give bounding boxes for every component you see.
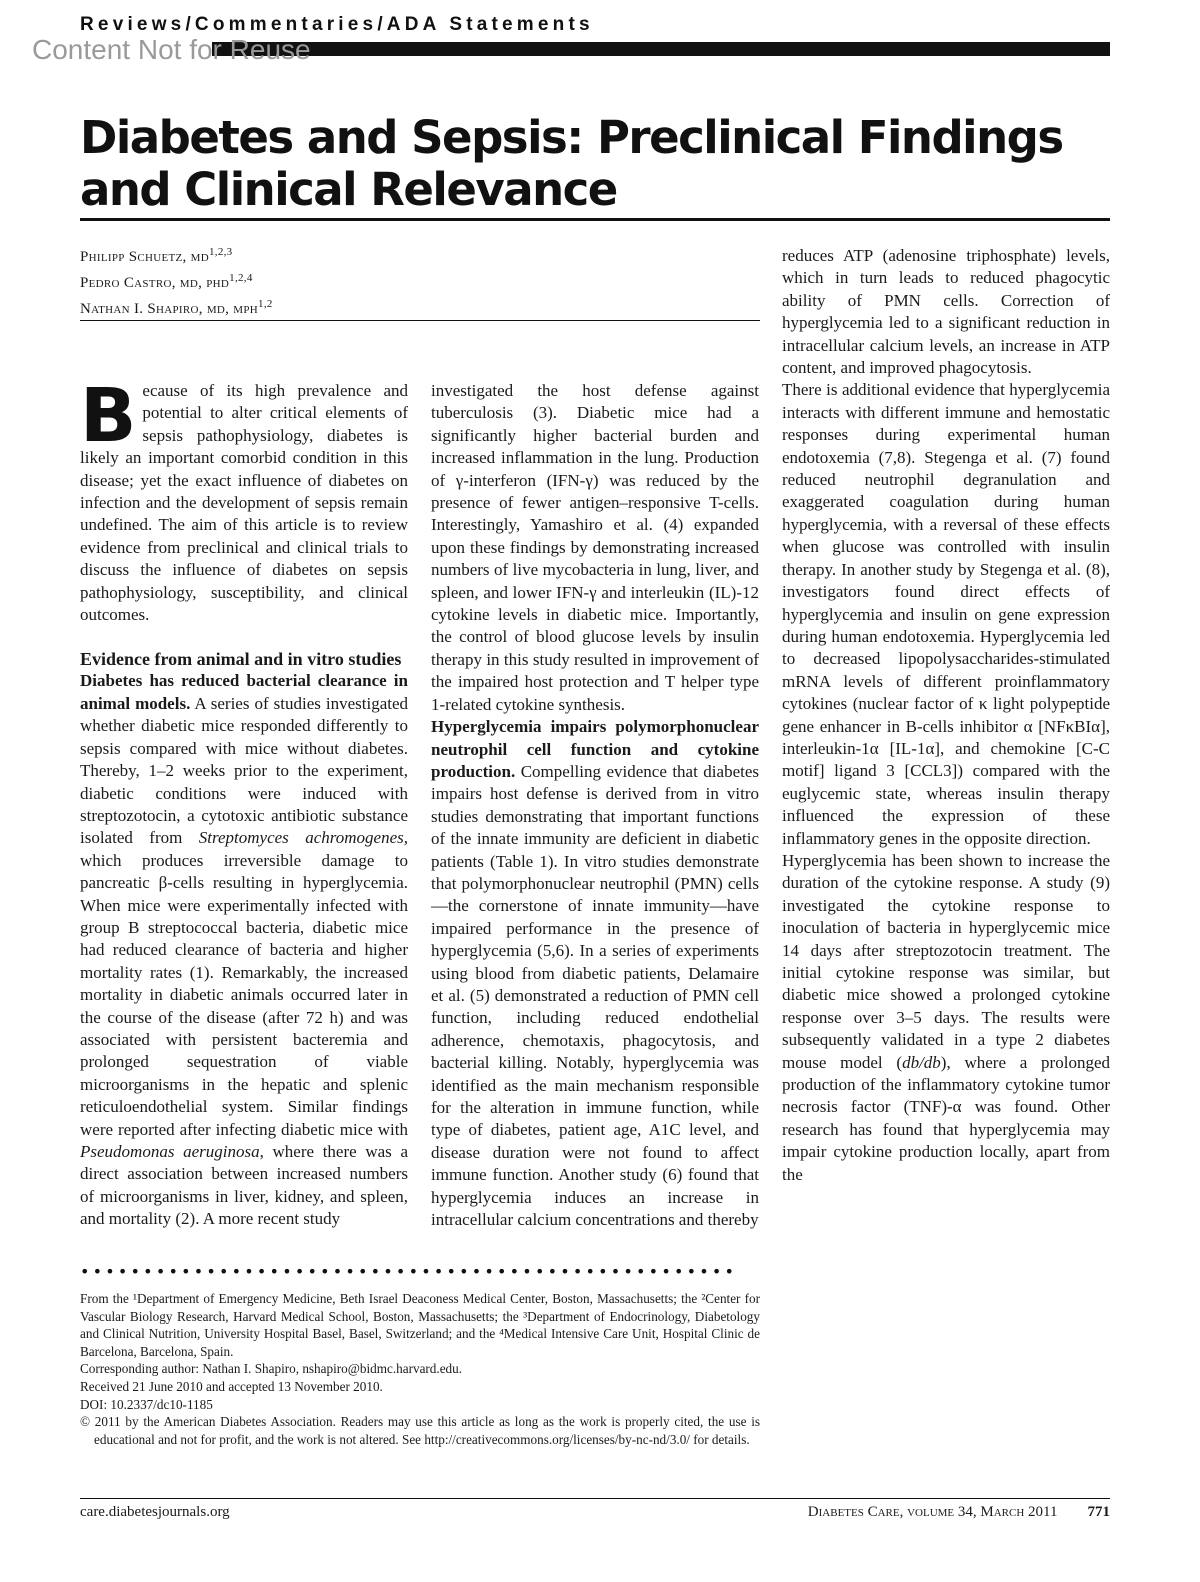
text-column (80, 380, 408, 1238)
drop-cap: B (80, 380, 137, 459)
received-note: Received 21 June 2010 and accepted 13 November 2010. (80, 1378, 383, 1394)
text: Hyperglycemia has been shown to increase the duration of the cytokine response. A study (9) investigated the cytokine response to inoculation of bacteria in hyperglycemic mice 14 days after streptozotocin treatment. The initial cytokine response was similar, but diabetic mice showed a prolonged cytokine response over 3–5 days. The results were subsequently validated in a type 2 diabetes mouse model ( (782, 850, 1110, 1072)
author-list (80, 242, 760, 320)
text: investigated the host defense against tuberculosis (3). Diabetic mice had a significantly higher bacterial burden and increased inflammation in the lung. Production of γ-interferon (IFN-γ) was reduced by the presence of fewer antigen–responsive T-cells. Interestingly, Yamashiro et al. (4) expanded upon these findings by demonstrating increased numbers of live mycobacteria in lung, liver, and spleen, and lower IFN-γ and interleukin (IL)-12 cytokine levels in diabetic mice. Importantly, the control of blood glucose levels by insulin therapy in this study resulted in improvement of the impaired host protection and T helper type 1-related cytokine synthesis. (431, 381, 759, 714)
section-label: Reviews/Commentaries/ADA Statements (80, 14, 594, 35)
dotted-separator: •••••••••••••••••••••••••••••••••••••••••••••••••••• (80, 1262, 738, 1281)
author-rule (80, 320, 760, 321)
text: which produces irreversible damage to pancreatic β-cells resulting in hyperglycemia. When mice were experimentally infected with group B streptococcal bacteria, diabetic mice had reduced clearance of bacteria and higher mortality rates (1). Remarkably, the increased mortality in diabetic animals occurred later in the course of the disease (after 72 h) and was associated with persistent bacteremia and prolonged sequestration of viable microorganisms in the hepatic and splenic reticuloendothelial system. Similar findings were reported after infecting diabetic mice with (80, 850, 408, 1139)
author (80, 242, 760, 268)
text: reduces ATP (adenosine triphosphate) levels, which in turn leads to reduced phagocytic ability of PMN cells. Correction of hyperglycemia led to a significant reduction in intracellular calcium levels, an increase in ATP content, and improved phagocytosis. (782, 246, 1110, 378)
footnotes (80, 1290, 760, 1448)
paragraph (431, 716, 759, 1231)
author-affiliation-marks: 1,2,3 (208, 246, 233, 258)
subsection-heading: Hyperglycemia impairs polymorphonuclear neutrophil cell function and cytokine production. (431, 717, 759, 781)
author-affiliation-marks: 1,2,4 (229, 272, 253, 284)
footer-rule (80, 1498, 1110, 1499)
paragraph (80, 670, 408, 1230)
text: , where there was a direct association between increased numbers of microorganisms in liver, kidney, and spleen, and mortality (2). A more recent study (80, 1142, 408, 1229)
author-name: Pedro Castro, md, phd (80, 275, 230, 291)
intro-paragraph (80, 380, 408, 626)
section-heading: Evidence from animal and in vitro studies (80, 649, 402, 670)
text-column (431, 380, 759, 1238)
page-number: 771 (1087, 1504, 1110, 1520)
italic-text: Pseudomonas aeruginosa (80, 1142, 260, 1161)
paragraph: There is additional evidence that hyperglycemia interacts with different immune and hemostatic responses during experimental human endotoxemia (7,8). Stegenga et al. (7) found reduced neutrophil degranulation and exaggerated coagulation during human hyperglycemia, with a reversal of these effects when glucose was controlled with insulin therapy. In another study by Stegenga et al. (8), investigators found direct effects of hyperglycemia and insulin on gene expression during human endotoxemia. Hyperglycemia led to decreased lipopolysaccharides-stimulated mRNA levels of different proinflammatory cytokines (nuclear factor of κ light polypeptide gene enhancer in B-cells inhibitor α [NFκBIα], interleukin-1α [IL-1α], and chemokine [C-C motif] ligand 3 [CCL3]) compared with the euglycemic state, whereas insulin therapy influenced the expression of these inflammatory genes in the opposite direction. (782, 380, 1110, 848)
top-rule (212, 42, 1110, 56)
affiliations-note: From the ¹Department of Emergency Medicine, Beth Israel Deaconess Medical Center, Boston, Massachusetts; the ²Center for Vascular Biology Research, Harvard Medical School, Boston, Massachusetts; the ³Department of Endocrinology, Diabetology and Clinical Nutrition, University Hospital Basel, Basel, Switzerland; and the ⁴Medical Intensive Care Unit, Hospital Clinic de Barcelona, Barcelona, Spain. (80, 1291, 760, 1359)
author-name: Philipp Schuetz, md (80, 249, 209, 265)
text: A series of studies investigated whether diabetic mice responded differently to sepsis compared with mice without diabetes. Thereby, 1–2 weeks prior to the experiment, diabetic conditions were induced with streptozotocin, a cytotoxic antibiotic substance isolated from (80, 693, 408, 848)
author-name: Nathan I. Shapiro, md, mph (80, 301, 259, 317)
article-title (80, 112, 1120, 216)
paragraph (431, 380, 759, 716)
copyright-note: © 2011 by the American Diabetes Association. Readers may use this article as long as the work is properly cited, the use is educational and not for profit, and the work is not altered. See http://creativecommons.org/licenses/by-nc-nd/3.0/ for details. (80, 1414, 760, 1447)
author (80, 294, 760, 320)
doi-note: DOI: 10.2337/dc10-1185 (80, 1396, 213, 1412)
intro-text: ecause of its high prevalence and potential to alter critical elements of sepsis pathophysiology, diabetes is likely an important comorbid condition in this disease; yet the exact influence of diabetes on infection and the development of sepsis remain undefined. The aim of this article is to review evidence from preclinical and clinical trials to discuss the influence of diabetes on sepsis pathophysiology, susceptibility, and clinical outcomes. (80, 381, 408, 625)
text-column (782, 245, 1110, 1480)
subsection-heading: Diabetes has reduced bacterial clearance in animal models. (80, 671, 408, 713)
text: ), where a prolonged production of the inflammatory cytokine tumor necrosis factor (TNF)-α was found. Other research has found that hyperglycemia may impair cytokine production locally, apart from the (782, 1052, 1110, 1184)
running-footer (808, 1504, 1110, 1521)
journal-website: care.diabetesjournals.org (80, 1504, 230, 1520)
title-line-2: and Clinical Relevance (80, 163, 617, 216)
corresponding-author-note: Corresponding author: Nathan I. Shapiro, nshapiro@bidmc.harvard.edu. (80, 1361, 463, 1377)
text: Compelling evidence that diabetes impairs host defense is derived from in vitro studies demonstrating that important functions of the innate immunity are deficient in diabetic patients (Table 1). In vitro studies demonstrate that polymorphonuclear neutrophil (PMN) cells—the cornerstone of innate immunity—have impaired performance in the presence of hyperglycemia (5,6). In a series of experiments using blood from diabetic patients, Delamaire et al. (5) demonstrated a reduction of PMN cell function, including reduced endothelial adherence, chemotaxis, phagocytosis, and bacterial killing. Notably, hyperglycemia was identified as the main mechanism responsible for the alteration in immune function, while type of diabetes, patient age, A1C level, and disease duration were not found to affect immune function. Another study (6) found that hyperglycemia induces an increase in intracellular calcium concentrations and thereby (431, 761, 759, 1230)
author-affiliation-marks: 1,2 (258, 298, 273, 310)
italic-text: Streptomyces achromogenes, (198, 828, 408, 848)
author (80, 268, 760, 294)
paragraph (782, 245, 1110, 379)
title-rule (80, 218, 1110, 221)
journal-citation: Diabetes Care, volume 34, March 2011 (807, 1504, 1058, 1520)
watermark: Content Not for Reuse (32, 34, 311, 65)
title-line-1: Diabetes and Sepsis: Preclinical Findings (80, 111, 1063, 164)
paragraph (782, 850, 1110, 1186)
italic-text: db/db (902, 1052, 941, 1072)
